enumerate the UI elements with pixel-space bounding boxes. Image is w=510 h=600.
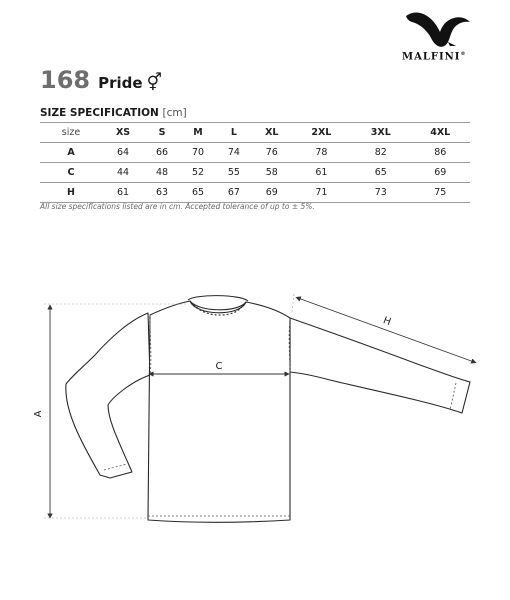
- table-cell: 76: [252, 143, 292, 163]
- malfini-logo: [398, 6, 498, 66]
- brand-wordmark: MALFINI®: [402, 51, 467, 63]
- table-cell: 52: [180, 163, 216, 183]
- table-header-cell: size: [40, 123, 102, 143]
- eagle-icon: [404, 6, 474, 50]
- product-code: 168: [40, 66, 91, 94]
- size-spec-heading: SIZE SPECIFICATION [cm]: [40, 107, 187, 119]
- table-header-cell: 3XL: [351, 123, 410, 143]
- table-cell: 58: [252, 163, 292, 183]
- table-row: [40, 183, 470, 203]
- table-cell: 69: [252, 183, 292, 203]
- table-cell: 75: [411, 183, 471, 203]
- table-row: [40, 143, 470, 163]
- table-header-cell: M: [180, 123, 216, 143]
- shirt-outline: [66, 301, 470, 522]
- table-cell: 61: [292, 163, 351, 183]
- table-cell: 78: [292, 143, 351, 163]
- dimension-label-a: A: [33, 410, 44, 418]
- table-cell: 74: [216, 143, 252, 163]
- table-header-cell: XS: [102, 123, 144, 143]
- table-cell: 67: [216, 183, 252, 203]
- product-name: Pride: [98, 74, 143, 92]
- table-cell: 65: [351, 163, 410, 183]
- table-header-cell: 2XL: [292, 123, 351, 143]
- table-header-cell: L: [216, 123, 252, 143]
- dimension-label-c: C: [215, 361, 223, 372]
- dimension-label-h: H: [381, 315, 393, 329]
- row-label: C: [40, 163, 102, 183]
- table-cell: 70: [180, 143, 216, 163]
- table-row: [40, 163, 470, 183]
- table-cell: 71: [292, 183, 351, 203]
- table-cell: 64: [102, 143, 144, 163]
- long-sleeve-tshirt-diagram: [0, 280, 510, 550]
- table-cell: 82: [351, 143, 410, 163]
- table-header-cell: XL: [252, 123, 292, 143]
- product-title: [40, 66, 162, 94]
- table-header-cell: S: [144, 123, 180, 143]
- table-cell: 65: [180, 183, 216, 203]
- table-cell: 73: [351, 183, 410, 203]
- table-cell: 44: [102, 163, 144, 183]
- table-cell: 48: [144, 163, 180, 183]
- unit-label: [cm]: [162, 107, 187, 119]
- table-cell: 69: [411, 163, 471, 183]
- table-cell: 86: [411, 143, 471, 163]
- tolerance-note: All size specifications listed are in cm. Accepted tolerance of up to ± 5%.: [40, 202, 315, 211]
- row-label: A: [40, 143, 102, 163]
- table-header-cell: 4XL: [411, 123, 471, 143]
- table-cell: 63: [144, 183, 180, 203]
- table-cell: 66: [144, 143, 180, 163]
- unisex-icon: ⚥: [146, 73, 162, 93]
- table-cell: 55: [216, 163, 252, 183]
- row-label: H: [40, 183, 102, 203]
- size-table: [40, 122, 470, 203]
- table-cell: 61: [102, 183, 144, 203]
- table-header-row: [40, 123, 470, 143]
